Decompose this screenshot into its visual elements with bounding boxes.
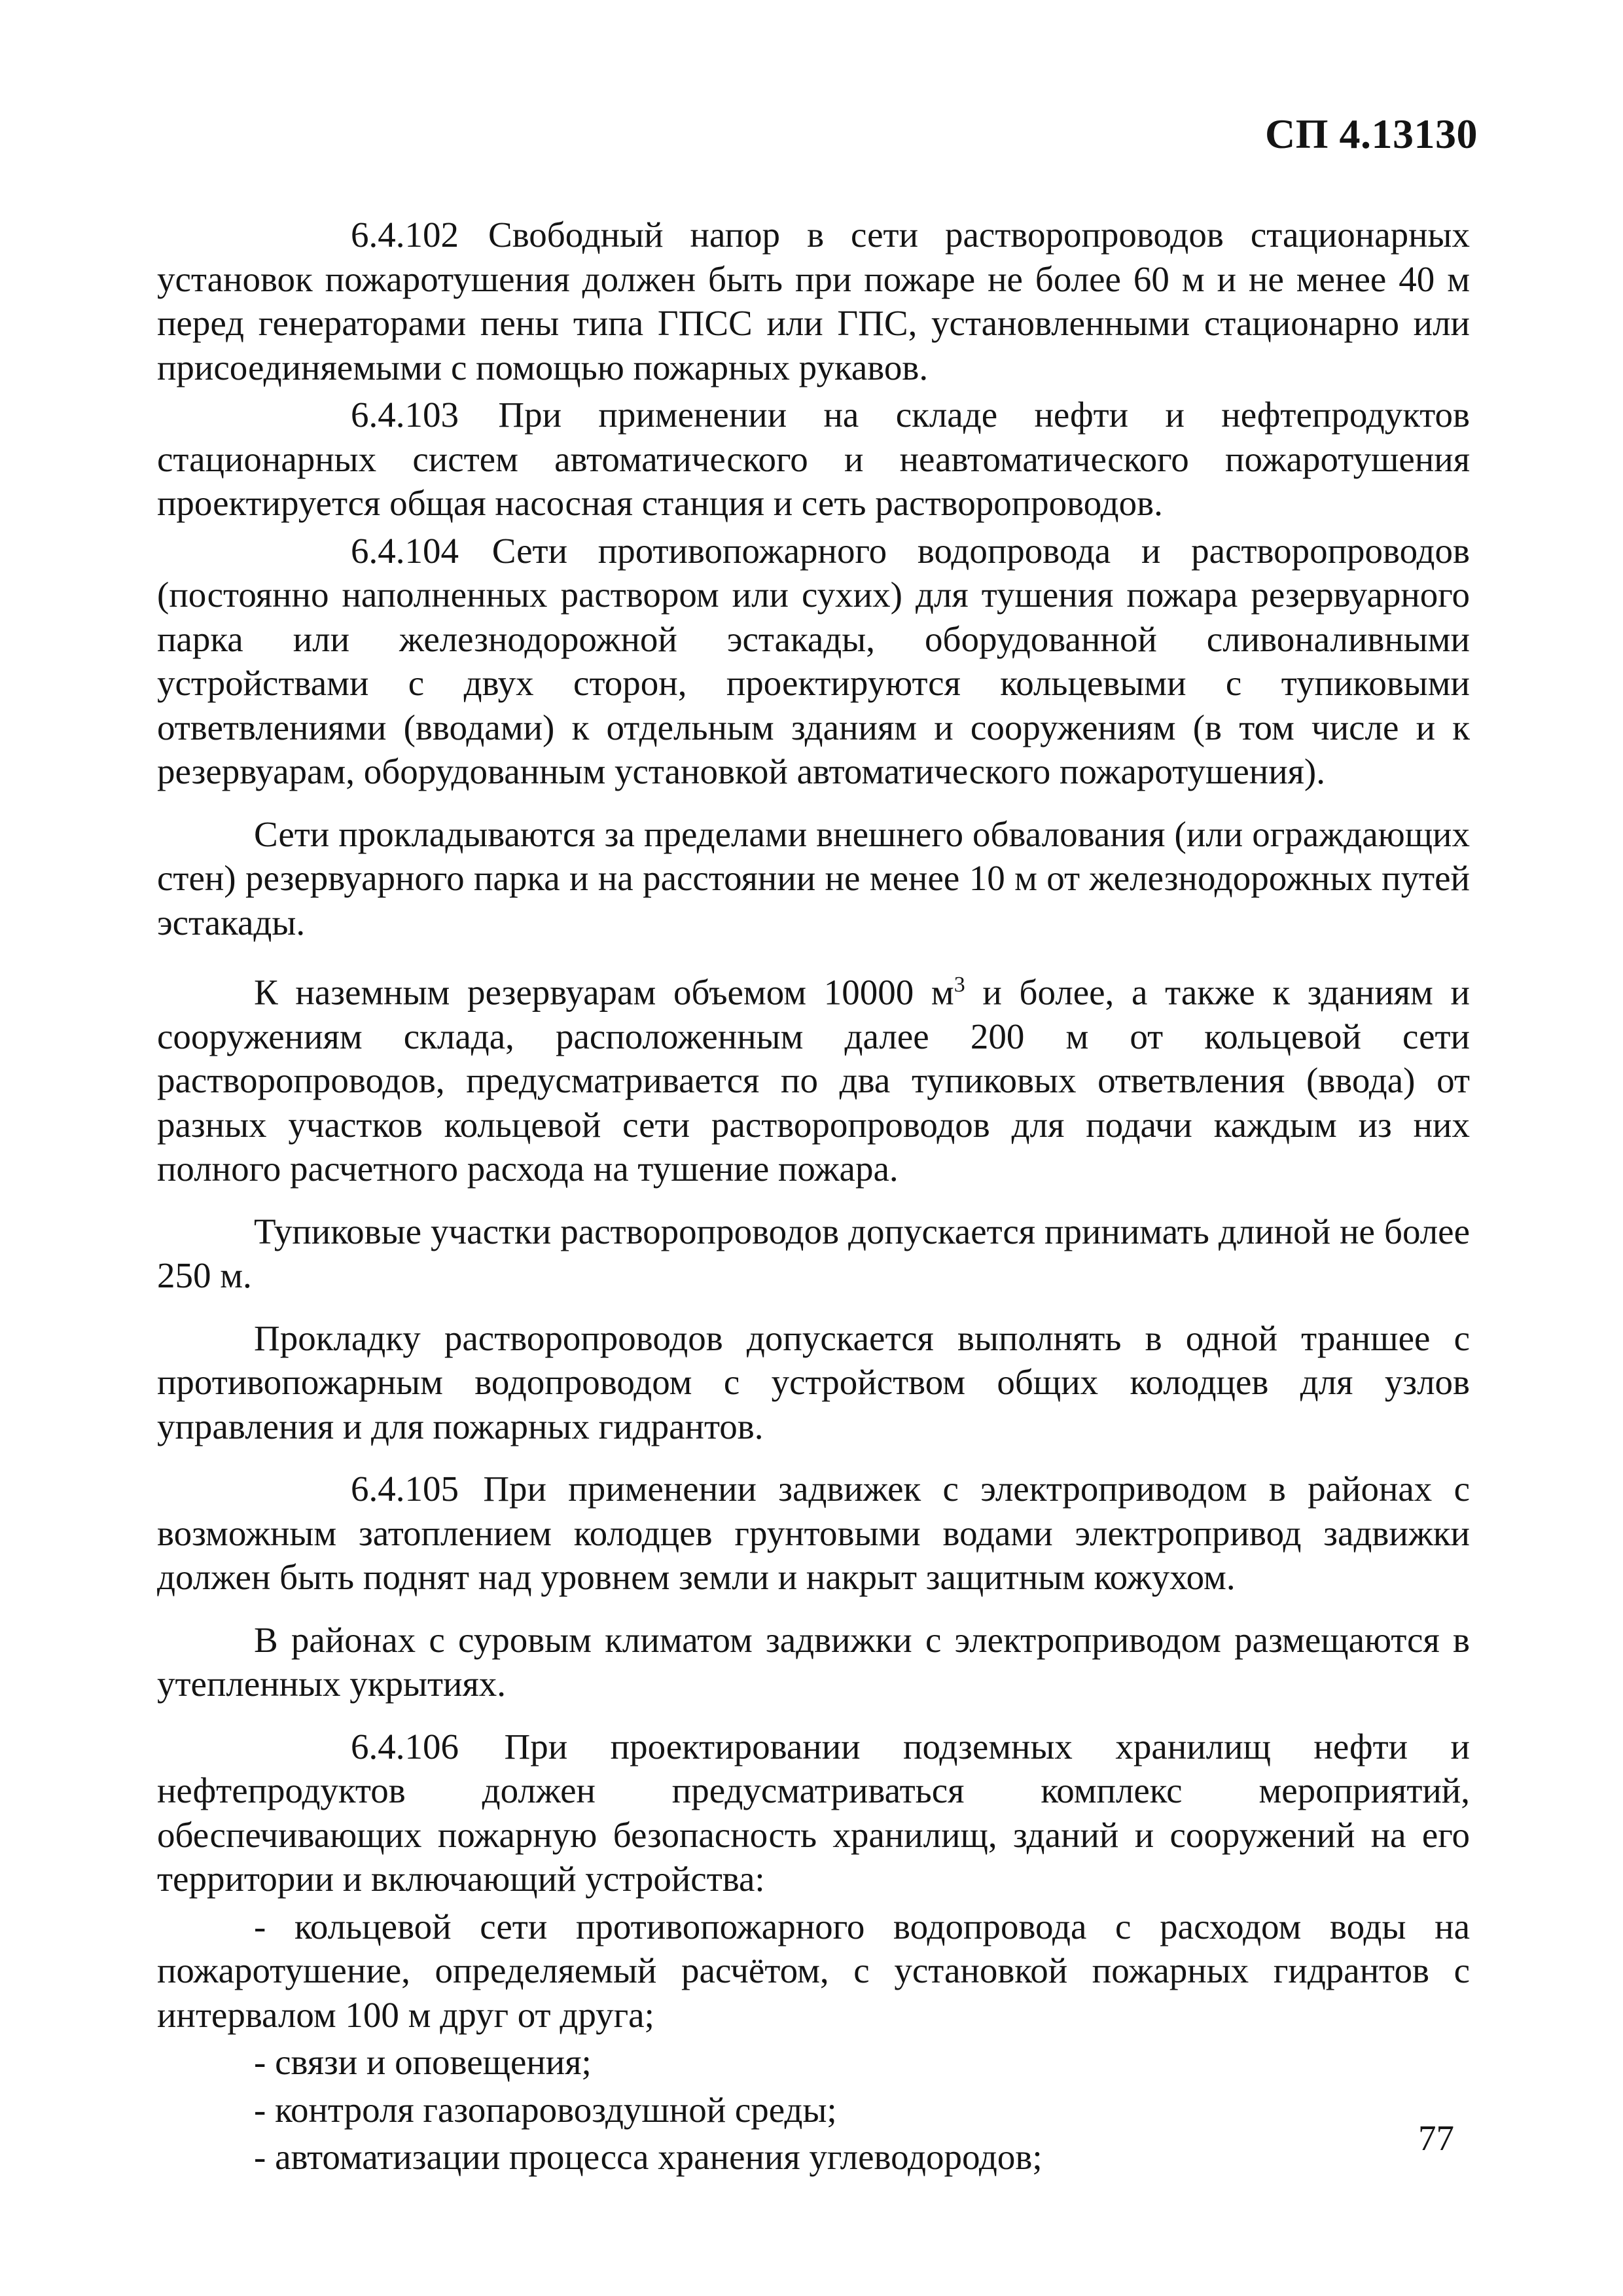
page-number: 77 [1418,2118,1454,2158]
paragraph-tanks-branches: К наземным резервуарам объемом 10000 $м^3$ и более, а также к зданиям и сооружениям склада, расположенным далее 200 м от кольцевой сети растворопроводов, предусматривается по два тупиковых ответвления (ввода) от разных участков кольцевой сети растворопроводов для подачи каждым из них полного расчетного расхода на тушение пожара. [157,972,1470,1189]
clause-text: Свободный напор в сети растворопроводов стационарных установок пожаротушения должен быть при пожаре не более 60 м и не менее 40 м перед генераторами пены типа ГПСС или ГПС, установленными стационарно или присоединяемыми с помощью пожарных рукавов. [157,215,1470,387]
list-item: - контроля газопаровоздушной среды; [254,2089,837,2130]
clause-number: 6.4.102 [351,215,459,255]
clause-number: 6.4.103 [351,395,459,435]
clause-6-4-103 [157,393,1470,526]
clause-number: 6.4.105 [351,1469,459,1509]
clause-text: При проектировании подземных хранилищ нефти и нефтепродуктов должен предусматриваться комплекс мероприятий, обеспечивающих пожарную безопасность хранилищ, зданий и сооружений на его территории и включающий устройства: [157,1726,1470,1899]
clause-number: 6.4.106 [351,1726,459,1767]
clause-6-4-102 [157,213,1470,389]
devices-list [157,1905,1470,2179]
paragraph-severe-climate: В районах с суровым климатом задвижки с электроприводом размещаются в утепленных укрытиях. [157,1619,1470,1704]
document-code: СП 4.13130 [1265,111,1478,157]
list-item: - кольцевой сети противопожарного водопровода с расходом воды на пожаротушение, определяемый расчётом, с установкой пожарных гидрантов с интервалом 100 м друг от друга; [157,1906,1470,2035]
document-body [157,213,1470,2179]
clause-6-4-105 [157,1467,1470,1600]
clause-text: Сети противопожарного водопровода и растворопроводов (постоянно наполненных раствором или сухих) для тушения пожара резервуарного парка или железнодорожной эстакады, оборудованной сливоналивными устройствами с двух сторон, проектируются кольцевыми с тупиковыми ответвлениями (вводами) к отдельным зданиям и сооружениям (в том числе и к резервуарам, оборудованным установкой автоматического пожаротушения). [157,530,1471,791]
clause-number: 6.4.104 [351,530,459,571]
clause-6-4-106 [157,1725,1470,1901]
list-item: - автоматизации процесса хранения углеводородов; [254,2137,1043,2178]
paragraph-dead-end-sections: Тупиковые участки растворопроводов допускается принимать длиной не более 250 м. [157,1211,1470,1296]
superscript-cubic: 3 [954,973,965,997]
clause-text: При применении на складе нефти и нефтепродуктов стационарных систем автоматического и неавтоматического пожаротушения проектируется общая насосная станция и сеть растворопроводов. [157,395,1470,523]
clause-text: При применении задвижек с электроприводом в районах с возможным затоплением колодцев грунтовыми водами электропривод задвижки должен быть поднят над уровнем земли и накрыт защитным кожухом. [157,1469,1471,1598]
clause-6-4-104 [157,529,1470,794]
list-item: - связи и оповещения; [254,2042,592,2083]
paragraph-trench-laying: Прокладку растворопроводов допускается выполнять в одной траншее с противопожарным водопроводом с устройством общих колодцев для узлов управления и для пожарных гидрантов. [157,1318,1470,1446]
paragraph-networks-laying: Сети прокладываются за пределами внешнего обвалования (или ограждающих стен) резервуарного парка и на расстоянии не менее 10 м от железнодорожных путей эстакады. [157,814,1470,942]
